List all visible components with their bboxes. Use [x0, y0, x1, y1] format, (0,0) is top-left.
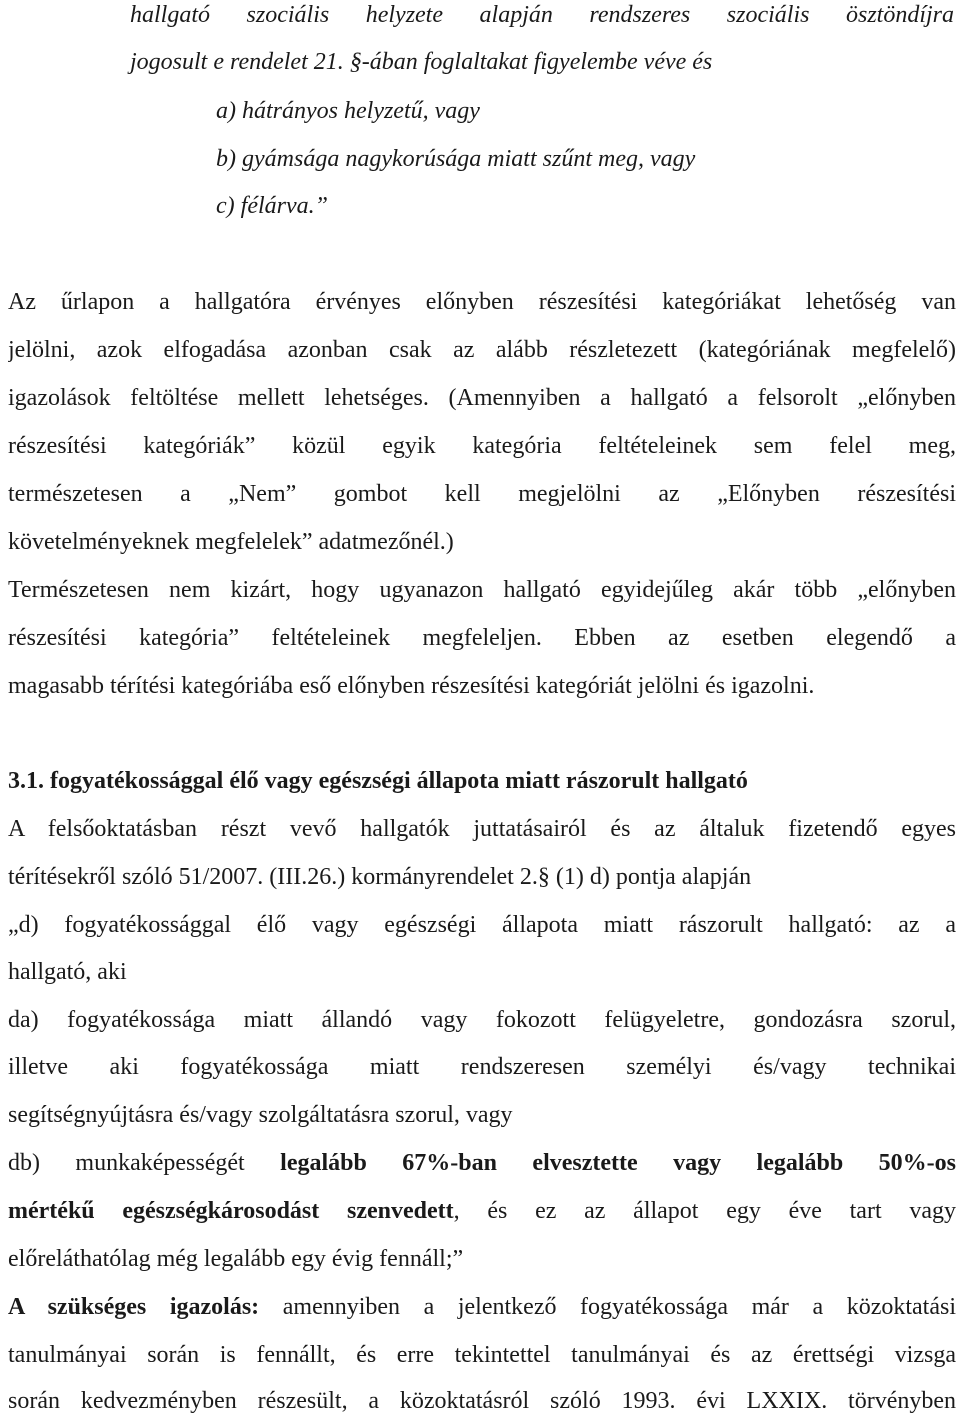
section-line-2: térítésekről szóló 51/2007. (III.26.) kormányrendelet 2.§ (1) d) pontja alapján: [8, 864, 752, 890]
intro-line-5: természetesen a „Nem” gombot kell megjelölni az „Előnyben részesítési: [8, 481, 956, 507]
quote-item-b: b) gyámsága nagykorúsága miatt szűnt meg, vagy: [216, 146, 696, 172]
intro-line-3: igazolások feltöltése mellett lehetséges. (Amennyiben a hallgató a felsorolt „előnyben: [8, 385, 956, 411]
db-line-2-plain: , és ez az állapot egy éve tart vagy: [453, 1198, 956, 1224]
intro-line-6: követelményeknek megfelelek” adatmezőnél.): [8, 529, 454, 555]
intro-line-4: részesítési kategóriák” közül egyik kategória feltételeinek sem felel meg,: [8, 433, 956, 459]
second-line-1: Természetesen nem kizárt, hogy ugyanazon hallgató egyidejűleg akár több „előnyben: [8, 577, 956, 603]
quote-item-a: a) hátrányos helyzetű, vagy: [216, 98, 480, 124]
req-line-1: [8, 1292, 956, 1322]
intro-line-2: jelölni, azok elfogadása azonban csak az alább részletezett (kategóriának megfelelő): [8, 337, 956, 363]
db-line-1: [8, 1148, 956, 1178]
quote-line-2: jogosult e rendelet 21. §-ában foglaltakat figyelembe véve és: [130, 49, 713, 75]
db-line-2: [8, 1196, 956, 1226]
quote-line-1: hallgató szociális helyzete alapján rendszeres szociális ösztöndíjra: [130, 2, 954, 28]
db-line-3: előreláthatólag még legalább egy évig fennáll;”: [8, 1246, 464, 1272]
da-line-3: segítségnyújtásra és/vagy szolgáltatásra szorul, vagy: [8, 1102, 513, 1128]
req-line-2: tanulmányai során is fennállt, és erre tekintettel tanulmányai és az érettségi vizsga: [8, 1342, 956, 1368]
req-line-1-text: amennyiben a jelentkező fogyatékossága már a közoktatási: [259, 1294, 956, 1320]
second-line-2: részesítési kategória” feltételeinek megfeleljen. Ebben az esetben elegendő a: [8, 625, 956, 651]
da-line-2: illetve aki fogyatékossága miatt rendszeresen személyi és/vagy technikai: [8, 1054, 956, 1080]
da-line-1: da) fogyatékossága miatt állandó vagy fokozott felügyeletre, gondozásra szorul,: [8, 1007, 956, 1033]
intro-line-1: Az űrlapon a hallgatóra érvényes előnyben részesítési kategóriákat lehetőség van: [8, 289, 956, 315]
d-line-1: „d) fogyatékossággal élő vagy egészségi állapota miatt rászorult hallgató: az a: [8, 912, 956, 938]
req-line-3: során kedvezményben részesült, a közoktatásról szóló 1993. évi LXXIX. törvényben: [8, 1388, 956, 1414]
req-label: A szükséges igazolás:: [8, 1294, 260, 1320]
db-line-1-plain: db) munkaképességét: [8, 1150, 245, 1176]
second-line-3: magasabb térítési kategóriába eső előnyben részesítési kategóriát jelölni és igazolni.: [8, 673, 815, 699]
section-line-1: A felsőoktatásban részt vevő hallgatók juttatásairól és az általuk fizetendő egyes: [8, 816, 956, 842]
db-line-1-bold: legalább 67%-ban elvesztette vagy legalább 50%-os: [280, 1150, 956, 1176]
quote-item-c: c) félárva.”: [216, 193, 328, 219]
db-line-2-bold: mértékű egészségkárosodást szenvedett: [8, 1198, 454, 1224]
d-line-2: hallgató, aki: [8, 959, 127, 985]
section-heading: 3.1. fogyatékossággal élő vagy egészségi állapota miatt rászorult hallgató: [8, 768, 748, 794]
